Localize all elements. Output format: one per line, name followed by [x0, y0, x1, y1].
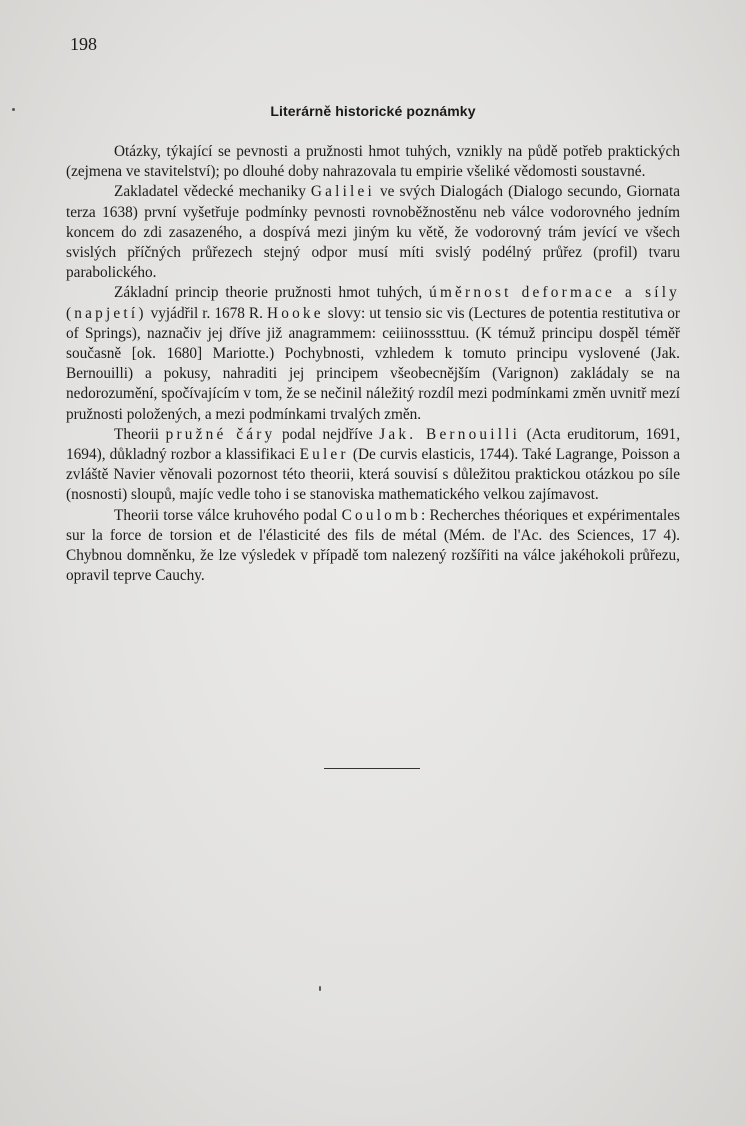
name-euler: Euler — [299, 446, 349, 464]
paragraph-4-text-a: Theorii — [114, 425, 166, 443]
paragraph-5-text-b: : Recherches théoriques et expérimentales sur la force de torsion et de l'élasticité des fils de métal (Mém. de l'Ac. des Sciences, 17 4). Chybnou domněnku, že lze výsledek v případě tom nalezený rozšířiti na válce jakéhokoli průřezu, opravil teprve Cauchy. — [66, 506, 680, 585]
paragraph-5 — [66, 506, 680, 587]
spaced-elastic-line: pružné čáry — [165, 425, 276, 443]
page-number: 198 — [70, 34, 97, 54]
scan-speck — [319, 986, 321, 991]
section-heading: Literárně historické poznámky — [270, 103, 476, 119]
paragraph-2-text-b: ve svých Dialogách (Dialogo secundo, Giornata terza 1638) první vyšetřuje podmínky pevnosti rovnoběžnostěnu neb válce vodorovného jedním koncem do zdi zasazeného, a dospívá mezi jiným ku větě, že vodorovný trám jevící ve všech svislých příčných průřezech stejný odpor musí míti svislý podélný průřez (profil) tvaru parabolického. — [66, 183, 680, 282]
paragraph-3-text-c: slovy: ut tensio sic vis (Lectures de potentia restitutiva or of Springs), naznačiv jej dříve již anagrammem: ceiiinosssttuu. (K témuž principu dospěl téměř současně [ok. 1680] Mariotte.) Pochybnosti, vzhledem k tomuto principu vyslovené (Jak. Bernouilli) a pokusy, nahraditi jej principem všeobecnějším (Varignon) zakládaly se na nedorozumění, spočívajícím v tom, že se nečinil náležitý rozdíl mezi podmínkami změn uvnitř mezí pružnosti položených, a mezi podmínkami trvalých změn. — [66, 304, 680, 423]
spaced-principle: úměrnost deformace a síly (napjetí) — [66, 284, 680, 322]
paragraph-2-text-a: Zakladatel vědecké mechaniky — [114, 183, 311, 201]
paragraph-3-text-a: Základní princip theorie pružnosti hmot tuhých, — [114, 284, 430, 302]
paragraph-1-text: Otázky, týkající se pevnosti a pružnosti hmot tuhých, vznikly na půdě potřeb praktických (zejmena ve stavitelství); po dlouhé doby nahrazovala tu empirie všeliké vědomosti soustavné. — [66, 143, 680, 181]
paragraph-4-text-d: (De curvis elasticis, 1744). Také Lagrange, Poisson a zvláště Navier věnovali pozornost této theorii, která souvisí s důležitou praktickou otázkou po síle (nosnosti) sloupů, majíc vedle toho i se stanoviska mathematického velkou zajímavost. — [66, 446, 680, 504]
name-galilei: Galilei — [310, 183, 375, 201]
scan-speck — [12, 108, 15, 111]
paragraph-4-text-b: podal nejdříve — [275, 425, 380, 443]
paragraph-4 — [66, 425, 680, 506]
name-bernouilli: Jak. Bernouilli — [379, 425, 521, 443]
paragraph-3 — [66, 283, 680, 424]
body-text — [66, 142, 680, 586]
name-hooke: Hooke — [266, 304, 324, 322]
paragraph-3-text-b: vyjádřil r. 1678 R. — [146, 304, 267, 322]
paragraph-2 — [66, 182, 680, 283]
name-coulomb: Coulomb — [341, 506, 421, 524]
section-divider — [324, 768, 420, 769]
paragraph-5-text-a: Theorii torse válce kruhového podal — [114, 506, 342, 524]
paragraph-4-text-c: (Acta eruditorum, 1691, 1694), důkladný rozbor a klassifikaci — [66, 425, 681, 464]
paragraph-1 — [66, 142, 680, 182]
